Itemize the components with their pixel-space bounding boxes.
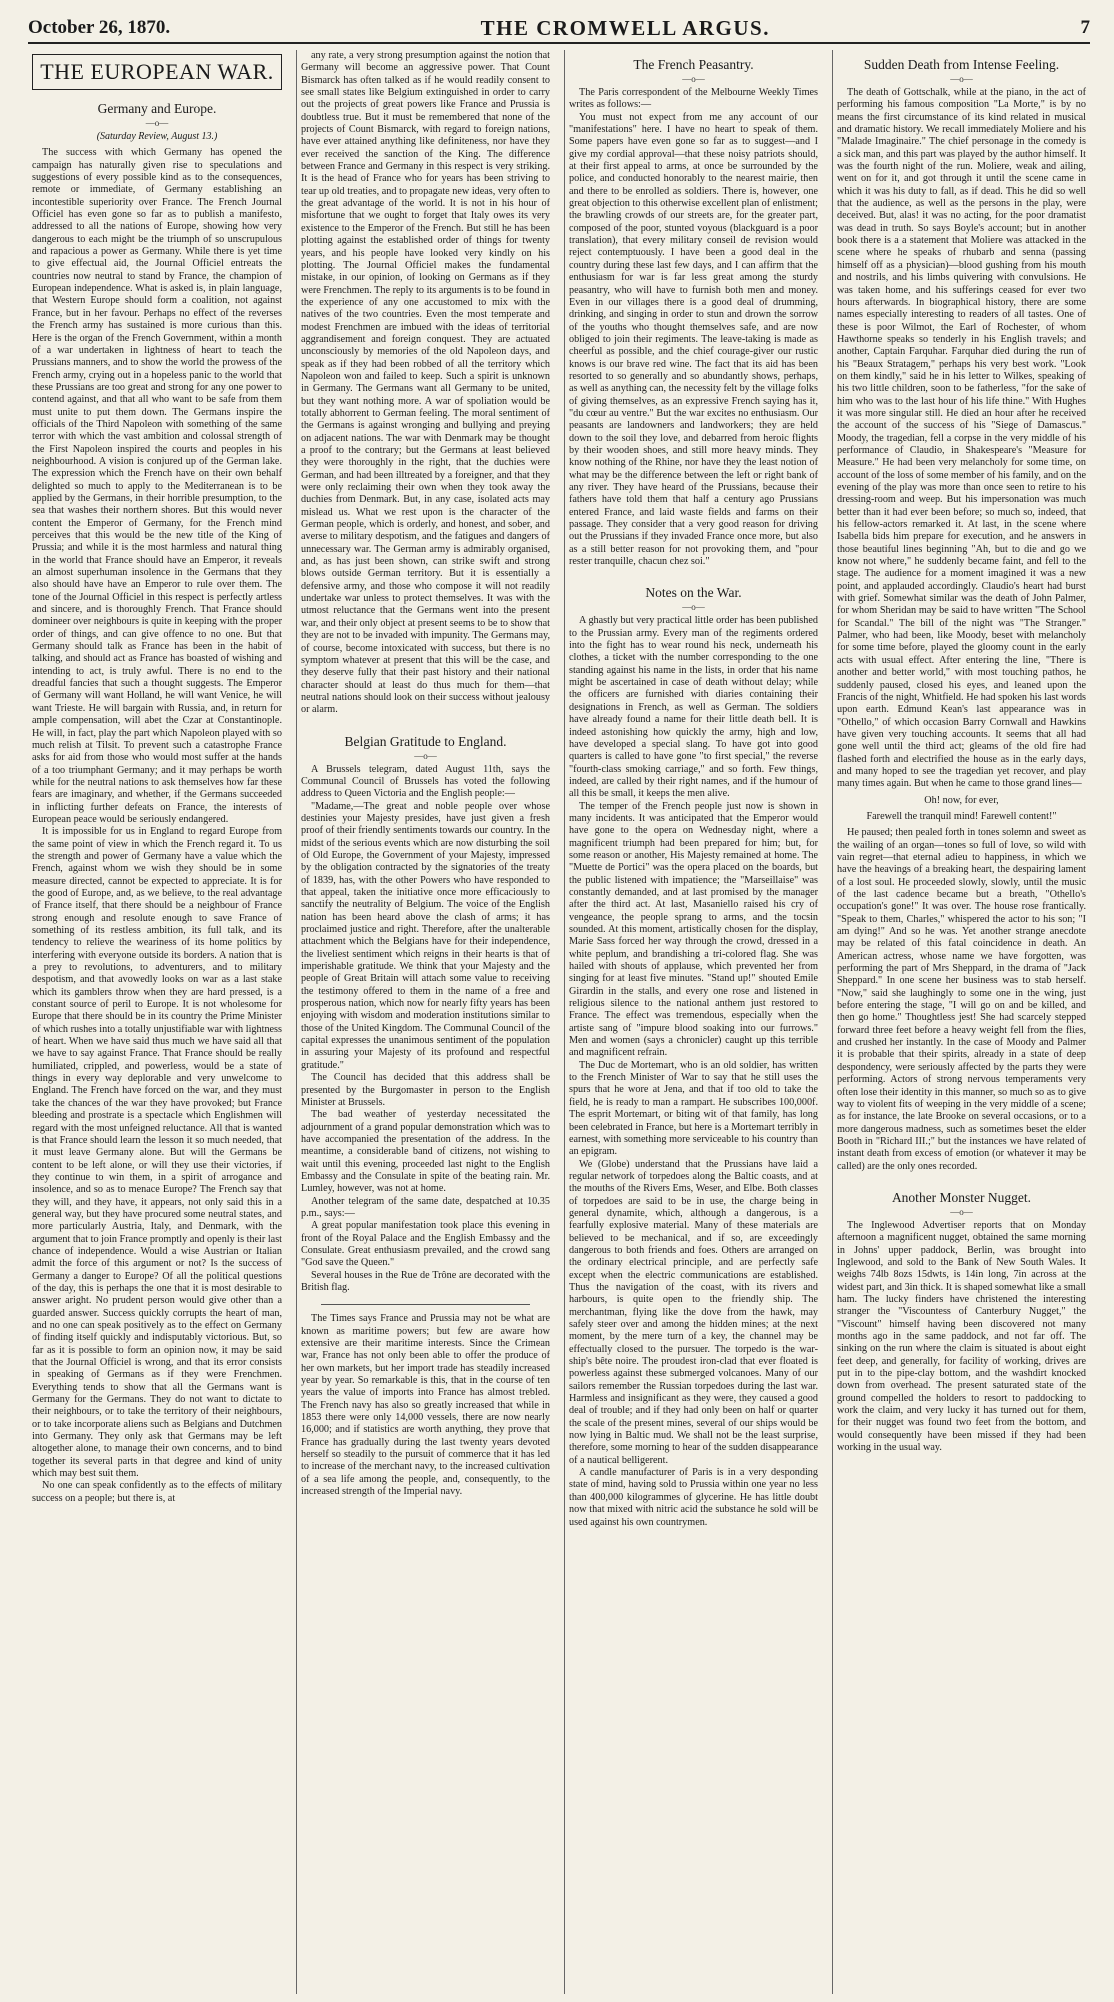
section-rule (321, 1304, 530, 1305)
column-4 (832, 50, 1090, 1994)
article-source: (Saturday Review, August 13.) (96, 131, 218, 142)
article-paragraph: The bad weather of yesterday necessitated the adjournment of a grand popular demonstration which was to have accompanied the presentation of the address. In the meantime, a considerable band of citizens, not wishing to wait until this evening, proceeded last night to the English Embassy and the Consulate in spite of the beating rain. Mr. Lumley, however, was not at home. (301, 1109, 550, 1195)
newspaper-title: THE CROMWELL ARGUS. (480, 15, 770, 40)
article-headline-sudden-death: Sudden Death from Intense Feeling. (863, 57, 1060, 72)
article-paragraph: Several houses in the Rue de Trône are decorated with the British flag. (301, 1269, 550, 1293)
article-headline-belgian-gratitude: Belgian Gratitude to England. (344, 733, 507, 749)
article-headline-germany-europe: Germany and Europe. (97, 101, 217, 116)
article-headline-french-peasantry: The French Peasantry. (633, 57, 754, 72)
section-banner: THE EUROPEAN WAR. (32, 54, 282, 90)
column-2 (296, 50, 554, 1994)
article-paragraph: You must not expect from me any account of our "manifestations" here. I have no heart to speak of them. Some papers have even gone so far as to suggest—and I give my cordial approval—that these noisy patriots should, at their first appeal to arms, at once be surrounded by the police, and conducted honorably to the nearest mairie, then and there to be enrolled as soldiers. There is, however, one great objection to this otherwise excellent plan of enlistment; the brawling crowds of our streets are, for the greater part, composed of the poor, stunted voyous (blackguard is a poor translation), that every military conseil de revision would reject contemptuously. I have been a good deal in the country during these last few days, and I can affirm that the enthusiasm for war is far less great among the sturdy peasantry, who will have to furnish both men and money. Even in our villages there is a good deal of drumming, drinking, and singing in order to stun and drown the sorrow of the youths who thought themselves safe, and are now obliged to join their regiments. The leave-taking is made as cheerful as possible, and the chief courage-giver our rustic knows is our brave red wine. The fact that its aid has been resorted to so generally and so abundantly shows, perhaps, as well as anything can, the necessity felt by the village folks of giving themselves, as an expressive French saying has it, "du cœur au ventre." But the war excites no enthusiasm. Our peasants are landowners and landworkers; they are held down to the soil they love, and debarred from heroic flights by their wooden shoes, and still more heavy minds. They know nothing of the Rhine, nor have they the least notion of what may be the difference between the left or right bank of any river. They have heard of the Prussians, because their fathers have told them that half a century ago Prussians entered France, and laid waste fields and farms on their passage. They consider that a very good reason for driving out the Prussians if they invaded France once more, but also as a still better reason for not provoking them, and "pour rester tranquille, chacun chez soi." (569, 111, 818, 568)
article-paragraph: A ghastly but very practical little order has been published to the Prussian army. Every man of the regiments ordered into the fight has to wear round his neck, underneath his clothes, a ticket with the number corresponding to the one standing against his name in the lists, in order that his name might be ascertained in case of death without delay; while the officers are furnished with diaries containing their designations in French, as well as German. The soldiers have already found a name for their little death bell. It is indeed astonishing how quickly the army, high and low, have developed a special slang. To have got into good quarters is called to have gone "to first special," the reverse "fourth-class smoking carriage," and so forth. Few things, indeed, are called by their right names, and if the humour of all this be small, it keeps the men alive. (569, 615, 818, 800)
article-paragraph: A great popular manifestation took place this evening in front of the Royal Palace and the English Embassy and the Consulate. Great enthusiasm prevailed, and the crowd sang "God save the Queen." (301, 1220, 550, 1269)
article-paragraph: The Paris correspondent of the Melbourne Weekly Times writes as follows:— (569, 87, 818, 111)
article-paragraph: The death of Gottschalk, while at the piano, in the act of performing his famous composition "La Morte," is by no means the first circumstance of its kind related in musical and dramatic history. We recall immediately Moliere and his "Malade Imaginaire." The chief personage in the comedy is a sick man, and this part was played by the author himself. It was the fourth night of the run. Moliere, weak and ailing, went on for it, and got through it until the scene came in which it was his duty to fall, as if dead. This he did so well that the audience, as well as the persons in the play, were deceived. But, alas! it was no acting, for the poor dramatist was dead in truth. So says Boyle's account; but in another book there is a a statement that Moliere was attacked in the scene where he speaks of rhubarb and senna (passing himself off as a physician)—blood gushing from his mouth and nostrils, and his limbs quivering with convulsions. He was taken home, and his sufferings ceased for ever two hours afterwards. In biographical history, there are some names especially interesting to readers of all tastes. One of these is poor Wilmot, the Earl of Rochester, of whom Hawthorne speaks so tenderly in his English travels; and another, Captain Farquhar. Farquhar died during the run of his "Beaux Stratagem," perhaps his very best work. "Look on them kindly," said he in his letter to Wilkes, speaking of his two little children, soon to be fatherless, "for the sake of him who was to the last hour of his life thine." With Hughes it was more singular still. He died an hour after he received the account of the success of his "Siege of Damascus." Moody, the tragedian, fell a corpse in the very middle of his performance of Claudio, in Shakespeare's "Measure for Measure." He had been very melancholy for some time, on account of the loss of some member of his family, and on the evening of the play was more than once seen to retire to his dressing-room and weep. But his impersonation was much better than it had ever been before; so much so, indeed, that his fellow-actors remarked it. At last, in the scene where Isabella bids him prepare for execution, and he answers in those beautiful lines beginning "Ah, but to die and go we know not where," he suddenly became faint, and fell to the stage. The audience for a moment imagined it was a new point, and applauded accordingly. Claudio's heart had burst with grief. Somewhat similar was the death of John Palmer, for whom Sheridan may be said to have written "The School for Scandal." The bill of the night was "The Stranger." Palmer, who had been, like Moody, beset with melancholy for some time before, played the gloomy count in the early acts with usual effect. After entering the line, "There is another and better world," with most touching pathos, he suddenly paused, closed his eyes, and leaned upon the Francis of the night, Whitfield. He had spoken his last words upon earth. Edmund Kean's last appearance was in "Othello," of which occasion Barry Cornwall and Hawkins have given very touching accounts. It seems that all had gone well until the third act; gleams of the old fire had flashed forth and electrified the house as in the early days, and many hoped to see the tragedian yet recover, and play many times again. But when he came to those grand lines— (837, 87, 1086, 790)
page-columns (28, 50, 1090, 1994)
article-paragraph: He paused; then pealed forth in tones solemn and sweet as the wailing of an organ—tones so full of love, so wild with vain regret—that eternal adieu to happiness, in which we have the heavings of a breaking heart, the despairing lament of a lost soul. He proceeded slowly, slowly, until the music of the last cadence became but a breath, "Othello's occupation's gone!" It was over. The house rose frantically. "Speak to them, Charles," whispered the actor to his son; "I am dying!" And so he was. Yet another strange anecdote may be related of this fatal coincidence in death. An American actress, whose name we have forgotten, was performing the part of Mrs Sheppard, in the drama of "Jack Sheppard." In one scene her business was to stab herself. "Now," said she laughingly to some one in the wing, just before entering the stage, "I will go on and be killed, and then go home." Thoughtless jest! She had scarcely stepped forward three feet before a heavy weight fell from the flies, and crushed her instantly. In the case of Moody and Palmer it is probable that their spirits, already in a state of deep despondency, were seriously affected by the parts they were performing. Actors of strong nervous temperaments very often lose their identity in this manner, so much so as to give way to violent fits of weeping in the very middle of a scene; as for instance, the late Brooke on several occasions, or to a more dangerous madness, such as sometimes beset the elder Booth in "Richard III.;" but the instances we have related of instant death from excess of emotion (or whatever it may be called) are the only ones recorded. (837, 827, 1086, 1172)
headline-divider: —o— (682, 602, 705, 613)
masthead (28, 14, 1090, 44)
article-paragraph: The Duc de Mortemart, who is an old soldier, has written to the French Minister of War to say that he still uses the spurs that he wore at Jena, and that if too old to take the field, he is ready to man a rampart. He subscribes 100,000f. The esprit Mortemart, or biting wit of that family, has long been celebrated in France, but here is a Mortemart terribly in earnest, with something more serviceable to his country than an epigram. (569, 1059, 818, 1158)
headline-divider: —o— (950, 74, 973, 84)
page-number: 7 (1080, 17, 1090, 38)
article-paragraph: Another telegram of the same date, despatched at 10.35 p.m., says:— (301, 1195, 550, 1219)
article-paragraph: any rate, a very strong presumption against the notion that Germany will become an aggressive power. That Count Bismarck has often talked as if he would readily consent to see small states like Belgium extinguished in order to carry out the projects of great powers like France and Prussia is doubtless true. But it must be remembered that none of the projects of Count Bismarck, with regard to foreign nations, have ever attained anything like definiteness, nor have they ever received the sanction of the King. The difference between France and Germany in this respect is very striking. It is the head of France who for years has been striving to tear up old treaties, and to propagate new ideas, very often to the great advantage of the world. It is not in his hour of misfortune that we ought to forget that Italy owes its very existence to the Emperor of the French. But still he has been plotting against the established order of things for twenty years, and his people have looked very kindly on his plotting. The Journal Officiel makes the fundamental mistake, in our opinion, of looking on Germans as if they were Frenchmen. The reply to its arguments is to be found in the experience of any one accustomed to mix with the natives of the two countries. Even the most temperate and modest Frenchmen are imbued with the ideas of territorial aggrandisement and foreign conquest. They are actuated unconsciously by memories of the old Napoleon days, and speak as if they had been robbed of all the territory which Napoleon won and failed to keep. Such a spirit is unknown in Germany. The Germans want all Germany to be united, but they want nothing more. A war of spoliation would be totally abhorrent to German feeling. The moral sentiment of the Germans is against wronging and bullying and preying on adjacent nations. The war with Denmark may be thought a proof to the contrary; but the Germans at least believed they were thoroughly in the right, that the duchies were German, and had been illtreated by a foreigner, and that they were only reclaiming their own when they took away the duchies from Denmark. But, in any case, isolated acts may mislead us. What we rest upon is the character of the German people, which is orderly, and honest, and sober, and averse to military despotism, and the fatigues and dangers of unnecessary war. The German army is admirably organised, and, as has just been shown, can strike swift and strong blows outside German territory. But it is essentially a defensive army, and those who compose it will not readily undertake war unless to protect themselves. It was with the utmost reluctance that the Germans went into the present war, and their only object at present seems to be to show that they are not to be invaded with impunity. The Germans may, of course, become intoxicated with success, but there is no symptom whatever at present that this will be the case, and they deserve fully that their past history and their national character should at least do thus much for them—that neutral nations should look on their success without jealousy or alarm. (301, 50, 550, 716)
article-paragraph: The temper of the French people just now is shown in many incidents. It was anticipated that the Emperor would have gone to the opera on Wednesday night, where a magnificent triumph had been prepared for him; but, for some reason or another, His Majesty remained at home. The "Muette de Portici" was the opera placed on the boards, but the public listened with impatience; the "Marseillaise" was constantly demanded, and at last promised by the manager after the third act. At last, Masaniello raised his cry of vengeance, the people sprang to arms, and the tocsin sounded. At this moment, artistically chosen for the display, Marie Sass forced her way through the crowd, dressed in a white peplum, and brandishing a tri-colored flag. She was hailed with shouts of applause, which prevented her from singing for at least five minutes. "Stand up!" shouted Emile Girardin in the stalls, and every one rose and listened in religious silence to the national anthem just restored to France. The effect was tremendous, especially when the artiste sang of "impure blood soaking into our furrows." Men and women (says a chronicler) caught up this terrible and magnificent refrain. (569, 800, 818, 1059)
column-3 (564, 50, 822, 1994)
article-paragraph: "Madame,—The great and noble people over whose destinies your Majesty presides, have just given a fresh proof of their friendly sentiments towards our country. In the midst of the serious events which are now disturbing the soil of Old Europe, the Government of your Majesty, impressed by the obligation contracted by the signatories of the treaty of 1839, has, with the other Powers who have responded to that appeal, taken the initiative once more efficaciously to sanctify the neutrality of Belgium. The voice of the English nation has been heard above the clash of arms; it has proclaimed justice and right. Therefore, after the unalterable attachment which the Belgians have for their independence, the liveliest sentiment which reigns in their hearts is that of imperishable gratitude. We think that your Majesty and the people of Great Britain will attach some value to receiving the testimony offered to them in the name of a free and prosperous nation, which now for nearly fifty years has been enjoying with wisdom and moderation institutions similar to those of the United Kingdom. The Communal Council of the capital expresses the unanimous sentiment of the population in assuring your Majesty of its profound and respectful gratitude." (301, 800, 550, 1071)
verse-line: Farewell the tranquil mind! Farewell content!" (866, 810, 1057, 822)
article-headline-monster-nugget: Another Monster Nugget. (891, 1189, 1032, 1205)
issue-date: October 26, 1870. (28, 17, 171, 38)
verse-line: Oh! now, for ever, (924, 794, 999, 806)
article-paragraph: We (Globe) understand that the Prussians have laid a regular network of torpedoes along the Baltic coasts, and at the mouths of the Rivers Ems, Weser, and Elbe. Both classes of torpedoes are said to be in use, the charge being in general dynamite, which, although a dangerous, is a fearfully explosive material. Many of these materials are believed to be mechanical, and if so, are exceedingly dangerous to both friends and foes. Others are arranged on the ordinary electrical principle, and are perfectly safe except when the electric communications are established. Thus the navigation of the coast, with its rivers and harbours, is quite open to the friendly ship. The merchantman, flying like the dove from the hawk, may safely steer over and among the hidden mines; at the next moment, by the mere turn of a key, the channel may be effectually closed to the pursuer. The torpedo is the war-ship's bête noire. The proudest iron-clad that ever floated is powerless against these submerged volcanoes. Many of our sailors remember the Russian torpedoes during the last war. Harmless and insignificant as they were, they caused a good deal of trouble; and if they had only been on half or quarter the scale of the present mines, several of our ships would be now lying in Baltic mud. We shall not be the least surprise, therefore, some morning to hear of the sudden disappearance of a nautical belligerent. (569, 1158, 818, 1466)
article-paragraph: The Council has decided that this address shall be presented by the Burgomaster in person to the English Minister at Brussels. (301, 1072, 550, 1108)
headline-divider: —o— (145, 118, 169, 128)
headline-divider: —o— (414, 750, 437, 761)
article-paragraph: A candle manufacturer of Paris is in a very desponding state of mind, having sold to Prussia within one year no less than 400,000 kilogrammes of glycerine. He has little doubt now that mixed with nitric acid the substance he sold will be used against his own countrymen. (569, 1467, 818, 1528)
article-paragraph: The success with which Germany has opened the campaign has naturally given rise to speculations and suggestions of every possible kind as to the consequences, remote or immediate, of Germany establishing an incontestible superiority over France. The French Journal Officiel has even gone so far as to publish a manifesto, addressed to all the nations of Europe, showing how very dangerous to each might be the triumph of so unscrupulous and rapacious a power as Germany. While there is yet time to give effectual aid, the Journal Officiel entreats the countries now neutral to stand by France, the champion of European independence. What is asked is, in plain language, that Western Europe should form a coalition, not against France, but in her favour. Perhaps no effect of the reverses the French army has sustained is more curious than this. Here is the organ of the French Government, within a month of a war undertaken in lightness of heart to teach the Prussians manners, and to show the world the prowess of the French army, crying out in a hopeless panic to the world that these Prussians are too great and strong for any one power to contend against, and that all who want to be safe from them must unite to put them down. The Germans inspire the officials of the Third Napoleon with something of the same terror with which the vast ambition and colossal strength of the First Napoleon inspired the courts and peoples in his neighbourhood. A vision is conjured up of the German lake. The expression which the French have on their own behalf delighted so much to apply to the Mediterranean is to be applied by the Germans, in their horrible presumption, to the sea that washes their northern shores. But this would never content the Emperor of Germany, for the French mind perceives that this would be the new title of the King of Prussia; and while it is the most harmless and natural thing in the world that France should have an Emperor, it reveals an almost superhuman insolence in the Germans that they also should have have an Emperor to rule over them. The tone of the Journal Officiel in this respect is perfectly artless and sincere, and is thoroughly French. That France should domineer over neighbours is quite in keeping with the proper order of things, and can give offence to no one. But that Germany should talk as France has been in the habit of talking, and should act as France has boasted of wishing and intending to act, is truly awful. There is no end to the dreadful fancies that such a thought suggests. The Emperor of Germany will want Holland, he will want Venice, he will want Trieste. He will bargain with Russia, and, in return for ample compensation, will abet the Czar at Constantinople. He will, in fact, play the part which Napoleon played with so much relish at Tilsit. To prevent such a catastrophe France asks for aid from those who would most suffer at the hands of a too triumphant Germany; and it may perhaps be worth while for the neutral nations to ask themselves how far these fears are imaginary, and whether, if the Germans succeeded in inflicting further defeats on France, the interests of European peace would be seriously endangered. (32, 147, 282, 825)
column-1 (28, 50, 286, 1994)
article-paragraph: No one can speak confidently as to the effects of military success on a people; but there is, at (32, 1480, 282, 1504)
article-paragraph: The Times says France and Prussia may not be what are known as maritime powers; but few are aware how extensive are their maritime interests. Since the Crimean war, France has not only been able to offer the produce of her own markets, but her import trade has steadily increased year by year. So remarkable is this, that in the course of ten years the value of imports into France has almost trebled. The French navy has also so greatly increased that while in 1853 there were only 14,000 vessels, there are now nearly 16,000; and if statistics are worth anything, they prove that France has gradually during the last twenty years devoted herself so steadily to the pursuit of commerce that it has led to increase of the merchant navy, to the increased cultivation of a sea life among the people, and, consequently, to the increased strength of the Imperial navy. (301, 1313, 550, 1498)
headline-divider: —o— (682, 74, 705, 84)
article-paragraph: The Inglewood Advertiser reports that on Monday afternoon a magnificent nugget, obtained the same morning in Johns' upper paddock, Berlin, was brought into Inglewood, and sold to the Bank of New South Wales. It weighs 74lb 8ozs 15dwts, is 14in long, 7in across at the widest part, and 3in thick. It is shaped somewhat like a small ham. The lucky finders have christened the interesting stranger the "Viscountess of Canterbury Nugget," the "Viscount" himself having been discovered not many months ago in the same paddock, and not far off. The sinking on the run where the claim is situated is about eight feet deep, and generally, for facility of working, drives are put in to the pipe-clay bottom, and the washdirt knocked down from overhead. The present saturated state of the ground compelled the holders to resort to paddocking to work the claim, and very lucky it has turned out for them, for their nugget was found two feet from the bottom, and would consequently have been missed if they had been working in the usual way. (837, 1219, 1086, 1454)
article-headline-notes-on-war: Notes on the War. (645, 585, 742, 601)
article-paragraph: It is impossible for us in England to regard Europe from the same point of view in which the French regard it. To us the strength and power of Germany have a value which the French, against whom we wish they should be in some measure directed, cannot be expected to appreciate. It is for the good of Europe, and, as we believe, to the real advantage of France itself, that there should be a neighbour of France strong enough and resolute enough to save France of something of its restless ambition, its full talk, and its tendency to relieve the weariness of its home politics by interfering with everyone outside its borders. A nation that is a prey to revolutions, to adventurers, and to military despotism, and that avowedly looks on war as a last stake which its gamblers throw when they are hard pressed, is a constant source of peril to Europe. It is not wholesome for Europe that there should be in its country the Prime Minister of which rushes into a totally unjustifiable war with lightness of heart. When we have said thus much we have said all that we have to say against France. That France should be really humiliated, crippled, and powerless, would be a state of things in every way deplorable and very unwelcome to England. The French have forced on the war, and they must take the chances of the war they have provoked; but France bleeding and prostrate is a spectacle which Englishmen will regard with the most unfeigned reluctance. All that is wanted is that France should learn the lesson it so much needed, that it must leave Germany alone. But will the Germans be content to be left alone, or will they use their victories, if they continue to win them, in a spirit of arrogance and insolence, and so as to menace Europe? The French say that they will, and they have, it appears, not only said this in a general way, but they have procured some neutral states, and more particularly Austria, Italy, and Denmark, with the argument that to join France promptly and openly is their last chance of independence. Would a wise Austrian or Italian admit the force of this argument or not? Is the success of Germany a danger to Europe? Of all the political questions of the day, this is perhaps the one that it is most desirable to answer aright. No prudent person would give other than a guarded answer. Success quickly corrupts the heart of man, and no one can speak positively as to the effect on Germany of finding itself quickly and indisputably victorious. But, so far as it is possible to form an opinion now, it may be said that the Journal Officiel is wrong, and that its error consists in speaking of Germans as if they were Frenchmen. Everything tends to show that all the Germans want is Germany for the Germans. They do not want to dictate to their neighbours, or to take the territory of their neighbours, or to take incorporate aliens such as Belgians and Dutchmen into Germany. They only ask that Germans may be left altogether alone, to manage their own concerns, and to bind together its several parts in that degree and kind of unity which may best suit them. (32, 826, 282, 1480)
article-paragraph: A Brussels telegram, dated August 11th, says the Communal Council of Brussels has voted the following address to Queen Victoria and the English people:— (301, 763, 550, 800)
headline-divider: —o— (950, 1206, 973, 1217)
